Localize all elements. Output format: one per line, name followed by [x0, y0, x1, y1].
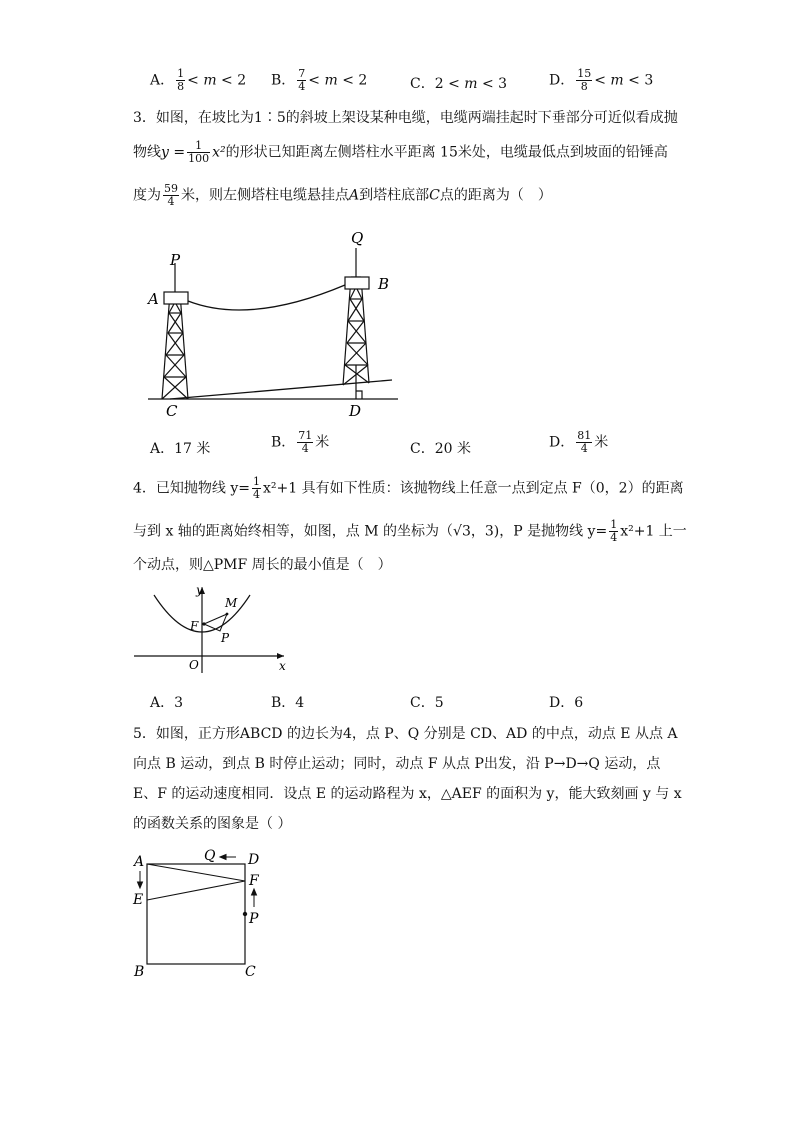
label-q: Q: [351, 229, 364, 247]
segment-ef: [147, 881, 245, 900]
q4-line-1: 4．已知抛物线 y= $\frac{1}{4}$ x²+1 具有如下性质：该抛物线上任意一点到定点 F（0，2）的距离: [133, 475, 684, 501]
label-p: P: [170, 251, 181, 269]
label-y: y: [196, 583, 203, 597]
q5-line-4: 的函数关系的图象是（ ）: [133, 816, 292, 832]
label-a: A: [148, 290, 159, 308]
label-d: D: [349, 402, 362, 420]
label-b: B: [134, 964, 145, 980]
q5-line-2: 向点 B 运动，到点 B 时停止运动；同时，动点 F 从点 P出发，沿 P→D→Q 运动，点: [133, 756, 661, 772]
slope-line: [170, 380, 392, 399]
q4-option-a[interactable]: A．3: [150, 695, 184, 711]
label-f: F: [190, 619, 199, 633]
q4-option-c[interactable]: C．5: [410, 695, 444, 711]
fraction: $\frac{71}{4}$: [298, 429, 313, 455]
label-c: C: [166, 402, 178, 420]
q5-line-3: E、F 的运动速度相同．设点 E 的运动路程为 x，△AEF 的面积为 y，能大致刻画 y 与 x: [133, 786, 682, 802]
label-a: A: [134, 854, 145, 870]
label-d: D: [248, 852, 260, 868]
q3-tower-figure: [140, 225, 410, 425]
q2-option-b[interactable]: B． $\frac{7}{4}$ < m < 2: [271, 67, 368, 93]
fraction: $\frac{15}{8}$: [577, 67, 592, 93]
cable: [188, 285, 345, 310]
q4-line-3: 个动点，则△PMF 周长的最小值是（ ）: [133, 557, 392, 573]
arrow-down-a-head: [138, 882, 143, 888]
q4-option-d[interactable]: D．6: [549, 695, 584, 711]
label-o: O: [189, 658, 199, 672]
point-m: [226, 613, 229, 616]
label-f: F: [249, 873, 259, 889]
fraction: $\frac{7}{4}$: [298, 67, 306, 93]
q3-option-a[interactable]: A．17 米: [150, 441, 211, 457]
q2-option-d[interactable]: D． $\frac{15}{8}$ < m < 3: [549, 67, 654, 93]
q3-line-2: 物线y = $\frac{1}{100}$ x²的形状已知距离左侧塔柱水平距离 15米处，电缆最低点到坡面的铅锤高: [133, 139, 668, 165]
point-p: [243, 912, 247, 916]
label-c: C: [245, 964, 256, 980]
segment-af: [147, 864, 245, 881]
fraction: $\frac{1}{8}$: [177, 67, 185, 93]
q3-option-c[interactable]: C．20 米: [410, 441, 471, 457]
q5-square-figure: [128, 845, 278, 980]
fraction: $\frac{81}{4}$: [577, 429, 592, 455]
arrow-left-q-head: [220, 855, 226, 860]
right-tower: [343, 248, 369, 399]
q2-option-c[interactable]: C．2 < m < 3: [410, 76, 508, 92]
q2-option-a[interactable]: A． $\frac{1}{8}$ < m < 2: [150, 67, 247, 93]
point-f: [202, 622, 205, 625]
label-p: P: [221, 631, 230, 645]
left-tower: [162, 263, 188, 399]
q4-line-2: 与到 x 轴的距离始终相等，如图，点 M 的坐标为（√3，3)，P 是抛物线 y= $\frac{1}{4}$ x²+1 上一: [133, 518, 687, 544]
label-m: M: [225, 596, 238, 610]
q4-parabola-figure: [130, 583, 300, 675]
label-p: P: [249, 911, 259, 927]
q3-option-b[interactable]: B． $\frac{71}{4}$ 米: [271, 429, 330, 455]
q3-line-1: 3．如图，在坡比为1∶5的斜坡上架设某种电缆，电缆两端挂起时下垂部分可近似看成抛: [133, 110, 678, 126]
arrow-up-p-head: [252, 889, 257, 895]
label-q: Q: [204, 848, 216, 864]
label-e: E: [133, 892, 144, 908]
q3-line-3: 度为 $\frac{59}{4}$ 米，则左侧塔柱电缆悬挂点A到塔柱底部C点的距离为（ ）: [133, 182, 552, 208]
q4-option-b[interactable]: B．4: [271, 695, 305, 711]
label-x: x: [279, 659, 286, 673]
label-b: B: [378, 275, 390, 293]
q5-line-1: 5．如图，正方形ABCD 的边长为4，点 P、Q 分别是 CD、AD 的中点，动点 E 从点 A: [133, 726, 678, 742]
q3-option-d[interactable]: D． $\frac{81}{4}$ 米: [549, 429, 609, 455]
